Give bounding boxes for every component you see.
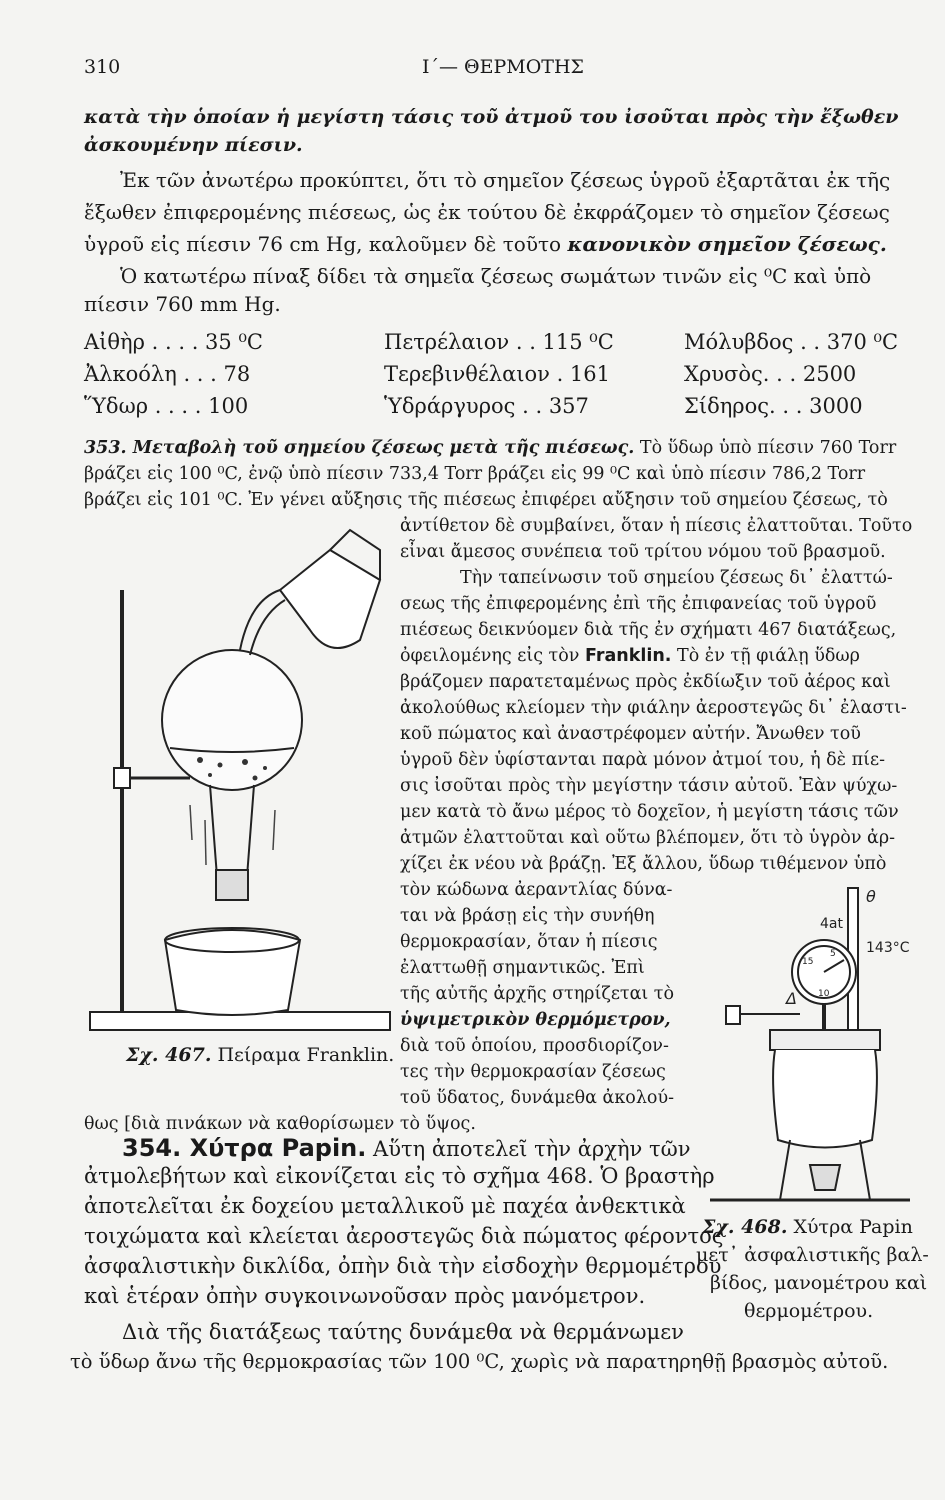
running-title: Ι΄— ΘΕΡΜΟΤΗΣ	[422, 56, 584, 78]
paragraph-line: Τὴν ταπείνωσιν τοῦ σημείου ζέσεως δι᾽ ἐλαττώ-	[460, 568, 893, 588]
table-cell: Τερεβινθέλαιον . 161	[384, 362, 611, 386]
paragraph-line: ὑγροῦ δὲν ὑφίστανται παρὰ μόνον ἀτμοί του, ἡ δὲ πίε-	[400, 750, 885, 770]
label-4at: 4at	[820, 916, 843, 932]
paragraph-line: Ὁ κατωτέρω πίναξ δίδει τὰ σημεῖα ζέσεως σωμάτων τινῶν εἰς ⁰C καὶ ὑπὸ	[120, 264, 872, 288]
section-354-number: 354.	[122, 1134, 182, 1162]
paragraph-line: Ἐκ τῶν ἀνωτέρω προκύπτει, ὅτι τὸ σημεῖον ζέσεως ὑγροῦ ἐξαρτᾶται ἐκ τῆς	[120, 168, 891, 192]
paragraph-line: ἀποτελεῖται ἐκ δοχείου μεταλλικοῦ μὲ παχέα ἀνθεκτικὰ	[84, 1194, 686, 1218]
paragraph-line: σεως τῆς ἐπιφερομένης ἐπὶ τῆς ἐπιφανείας τοῦ ὑγροῦ	[400, 594, 877, 614]
table-cell: Πετρέλαιον . . 115 ⁰C	[384, 330, 614, 354]
paragraph-text: ὀφειλομένης εἰς τὸν	[400, 646, 585, 666]
paragraph-line	[400, 646, 860, 666]
label-temperature: 143°C	[866, 940, 910, 956]
figure-468-caption-line	[702, 1216, 913, 1238]
table-cell: Αἰθὴρ . . . . 35 ⁰C	[84, 330, 263, 354]
paragraph-line: ἀτμῶν ἐλαττοῦται καὶ οὕτω βλέπομεν, ὅτι τὸ ὑγρὸν ἀρ-	[400, 828, 896, 848]
table-cell: Ἀλκοόλη . . . 78	[84, 362, 251, 386]
label-delta: Δ	[786, 989, 797, 1008]
paragraph-text: Αὕτη ἀποτελεῖ τὴν ἀρχὴν τῶν	[366, 1137, 691, 1161]
section-354-title: Χύτρα Papin.	[181, 1134, 367, 1162]
paragraph-line: ἀκολούθως κλείομεν τὴν φιάλην ἀεροστεγῶς δι᾽ ἐλαστι-	[400, 698, 907, 718]
figure-467-number: Σχ. 467.	[126, 1044, 212, 1066]
figure-468-number: Σχ. 468.	[702, 1216, 788, 1238]
paragraph-line: τες τὴν θερμοκρασίαν ζέσεως	[400, 1062, 666, 1082]
paragraph-text: ὑγροῦ εἰς πίεσιν 76 cm Hg, καλοῦμεν δὲ τοῦτο	[84, 232, 568, 256]
paragraph-line: πίεσιν 760 mm Hg.	[84, 292, 281, 316]
paragraph-line: σις ἰσοῦται πρὸς τὴν μεγίστην τάσιν αὐτοῦ. Ἐὰν ψύχω-	[400, 776, 898, 796]
paragraph-line: βράζει εἰς 101 ⁰C. Ἐν γένει αὔξησις τῆς πιέσεως ἐπιφέρει αὔξησιν τοῦ σημείου ζέσεως, τὸ	[84, 490, 888, 510]
section-353-line	[84, 438, 896, 458]
table-cell: Μόλυβδος . . 370 ⁰C	[684, 330, 899, 354]
section-353-title: 353. Μεταβολὴ τοῦ σημείου ζέσεως μετὰ τῆς πιέσεως.	[84, 438, 635, 458]
paragraph-line: βράζομεν παρατεταμένως πρὸς ἐκδίωξιν τοῦ ἀέρος καὶ	[400, 672, 891, 692]
paragraph-line: ἀσφαλιστικὴν δικλίδα, ὀπὴν διὰ τὴν εἰσδοχὴν θερμομέτρου	[84, 1254, 722, 1278]
paragraph-line: κοῦ πώματος καὶ ἀναστρέφομεν αὐτήν. Ἄνωθεν τοῦ	[400, 724, 861, 744]
paragraph-line: βράζει εἰς 100 ⁰C, ἐνῷ ὑπὸ πίεσιν 733,4 Torr βράζει εἰς 99 ⁰C καὶ ὑπὸ πίεσιν 786,2 Torr	[84, 464, 866, 484]
section-354-heading-line	[122, 1134, 691, 1162]
paragraph-line: θως [διὰ πινάκων νὰ καθορίσωμεν τὸ ὕψος.	[84, 1114, 476, 1134]
paragraph-text: Τὸ ὕδωρ ὑπὸ πίεσιν 760 Torr	[634, 438, 897, 458]
paragraph-line: τοῦ ὕδατος, δυνάμεθα ἀκολού-	[400, 1088, 675, 1108]
figure-467-illustration	[80, 520, 400, 1050]
paragraph-line: ἀντίθετον δὲ συμβαίνει, ὅταν ἡ πίεσις ἐλαττοῦται. Τοῦτο	[400, 516, 913, 536]
gauge-tick-10: 10	[818, 989, 830, 999]
gauge-tick-5: 5	[830, 949, 836, 959]
paragraph-line: μεν κατὰ τὸ ἄνω μέρος τὸ δοχεῖον, ἡ μεγίστη τάσις τῶν	[400, 802, 899, 822]
paragraph-line: ται νὰ βράσῃ εἰς τὴν συνήθη	[400, 906, 655, 926]
intro-line: κατὰ τὴν ὁποίαν ἡ μεγίστη τάσις τοῦ ἀτμοῦ του ἰσοῦται πρὸς τὴν ἔξωθεν	[84, 106, 899, 128]
paragraph-line: καὶ ἑτέραν ὀπὴν συγκοινωνοῦσαν πρὸς μανόμετρον.	[84, 1284, 646, 1308]
table-cell: Σίδηρος. . . 3000	[684, 394, 863, 418]
paragraph-line: τὸν κώδωνα ἀεραντλίας δύνα-	[400, 880, 673, 900]
paragraph-line: πιέσεως δεικνύομεν διὰ τῆς ἐν σχήματι 467 διατάξεως,	[400, 620, 897, 640]
figure-468-caption-line: βίδος, μανομέτρου καὶ	[710, 1272, 928, 1294]
figure-467-title: Πείραμα Franklin.	[211, 1044, 395, 1066]
figure-468-caption-line: θερμομέτρου.	[744, 1300, 874, 1322]
paragraph-line: τῆς αὐτῆς ἀρχῆς στηρίζεται τὸ	[400, 984, 675, 1004]
table-cell: Ὕδωρ . . . . 100	[84, 394, 249, 418]
term-emphasis: ὑψιμετρικὸν θερμόμετρον,	[400, 1010, 671, 1030]
term-emphasis: κανονικὸν σημεῖον ζέσεως.	[567, 232, 887, 256]
paragraph-line: θερμοκρασίαν, ὅταν ἡ πίεσις	[400, 932, 658, 952]
paragraph-line: ἔξωθεν ἐπιφερομένης πιέσεως, ὡς ἐκ τούτου δὲ ἐκφράζομεν τὸ σημεῖον ζέσεως	[84, 200, 890, 224]
paragraph-line: εἶναι ἄμεσος συνέπεια τοῦ τρίτου νόμου τοῦ βρασμοῦ.	[400, 542, 886, 562]
paragraph-line: ἐλαττωθῇ σημαντικῶς. Ἐπὶ	[400, 958, 645, 978]
figure-467-caption	[126, 1044, 394, 1066]
paragraph-line: διὰ τοῦ ὁποίου, προσδιορίζον-	[400, 1036, 669, 1056]
paragraph-line	[84, 232, 887, 256]
figure-468-caption-line: μετ᾽ ἀσφαλιστικῆς βαλ-	[696, 1244, 929, 1266]
paragraph-line: ἀτμολεβήτων καὶ εἰκονίζεται εἰς τὸ σχῆμα 468. Ὁ βραστὴρ	[84, 1164, 715, 1188]
gauge-tick-15: 15	[802, 957, 814, 967]
label-theta: θ	[866, 887, 876, 906]
paragraph-text: Τὸ ἐν τῇ φιάλῃ ὕδωρ	[671, 646, 860, 666]
figure-468-title: Χύτρα Papin	[787, 1216, 913, 1238]
intro-line: ἀσκουμένην πίεσιν.	[84, 134, 303, 156]
page-number: 310	[84, 56, 121, 78]
paragraph-line: Διὰ τῆς διατάξεως ταύτης δυνάμεθα νὰ θερμάνωμεν	[122, 1320, 684, 1344]
name-franklin: Franklin.	[584, 646, 672, 666]
paragraph-line: τὸ ὕδωρ ἄνω τῆς θερμοκρασίας τῶν 100 ⁰C, χωρὶς νὰ παρατηρηθῇ βρασμὸς αὐτοῦ.	[70, 1350, 889, 1373]
paragraph-line: χίζει ἐκ νέου νὰ βράζῃ. Ἐξ ἄλλου, ὕδωρ τιθέμενον ὑπὸ	[400, 854, 887, 874]
figure-468-illustration	[690, 880, 920, 1220]
table-cell: Ὑδράργυρος . . 357	[384, 394, 589, 418]
table-cell: Χρυσὸς. . . 2500	[684, 362, 857, 386]
paragraph-line: τοιχώματα καὶ κλείεται ἀεροστεγῶς διὰ πώματος φέροντος	[84, 1224, 724, 1248]
